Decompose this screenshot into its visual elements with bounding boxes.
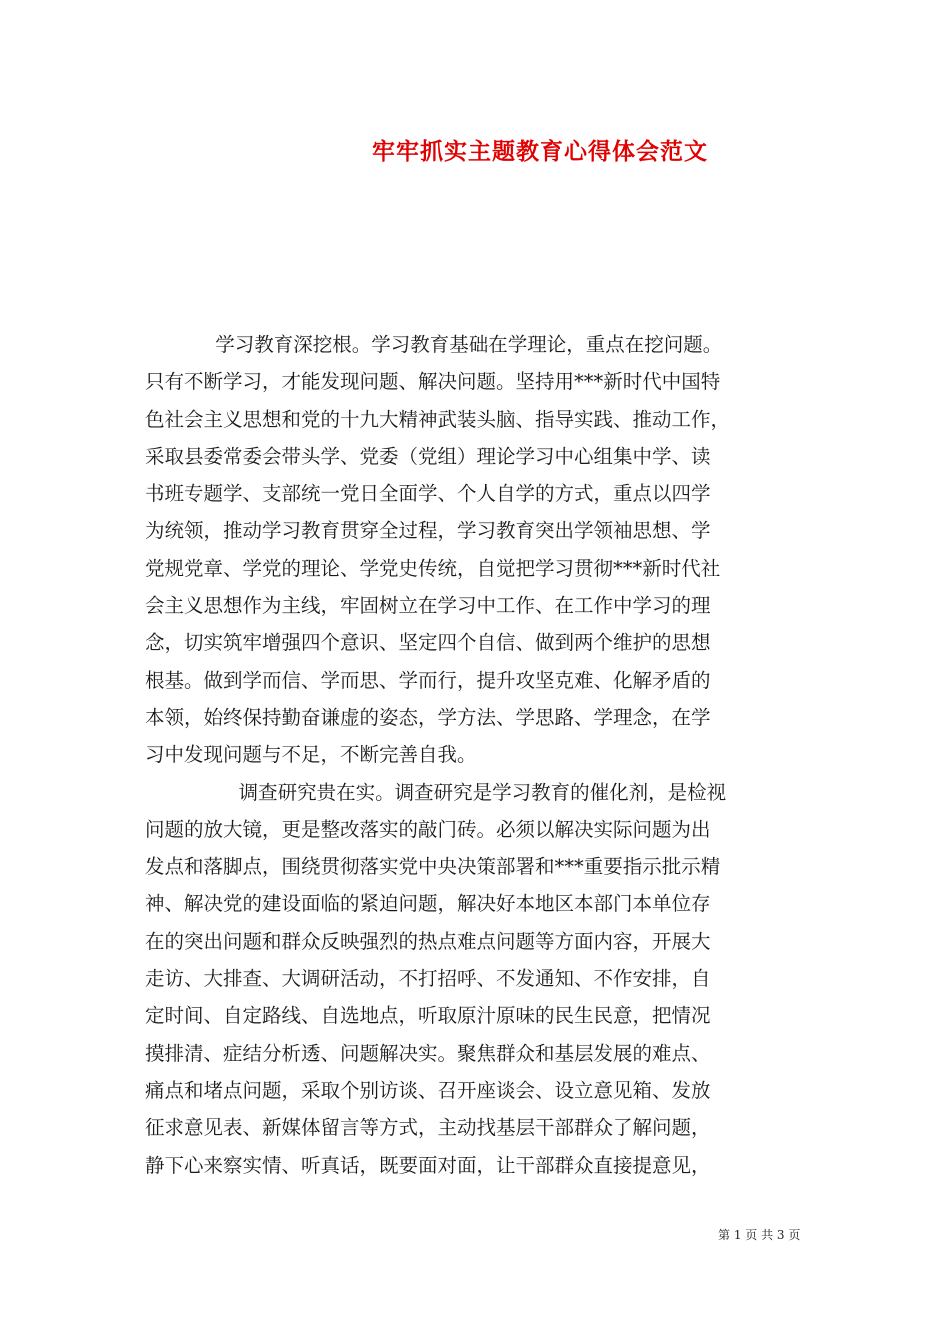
text-line: 调查研究贵在实。调查研究是学习教育的催化剂，是检视 bbox=[238, 780, 727, 804]
text-line: 走访、大排查、大调研活动，不打招呼、不发通知、不作安排，自 bbox=[145, 967, 711, 991]
text-line: 痛点和堵点问题，采取个别访谈、召开座谈会、设立意见箱、发放 bbox=[145, 1078, 711, 1102]
paragraph bbox=[145, 774, 825, 1184]
text-line: 学习教育深挖根。学习教育基础在学理论，重点在挖问题。 bbox=[215, 333, 723, 356]
text-line: 书班专题学、支部统一党日全面学、个人自学的方式，重点以四学 bbox=[145, 482, 711, 506]
text-line: 定时间、自定路线、自选地点，听取原汁原味的民生民意，把情况 bbox=[145, 1004, 711, 1028]
text-line: 发点和落脚点，围绕贯彻落实党中央决策部署和***重要指示批示精 bbox=[145, 855, 721, 879]
paragraph bbox=[145, 326, 825, 774]
document-body bbox=[145, 326, 825, 1184]
text-line: 会主义思想作为主线，牢固树立在学习中工作、在工作中学习的理 bbox=[145, 594, 711, 618]
page-footer: 第 1 页 共 3 页 bbox=[718, 1228, 801, 1242]
text-line: 本领，始终保持勤奋谦虚的姿态，学方法、学思路、学理念，在学 bbox=[145, 705, 711, 729]
text-line: 采取县委常委会带头学、党委（党组）理论学习中心组集中学、读 bbox=[145, 444, 711, 468]
text-line: 只有不断学习，才能发现问题、解决问题。坚持用***新时代中国特 bbox=[145, 370, 721, 394]
text-line: 习中发现问题与不足，不断完善自我。 bbox=[145, 743, 477, 767]
text-line: 根基。做到学而信、学而思、学而行，提升攻坚克难、化解矛盾的 bbox=[145, 668, 711, 692]
text-line: 摸排清、症结分析透、问题解决实。聚焦群众和基层发展的难点、 bbox=[145, 1041, 711, 1065]
text-line: 征求意见表、新媒体留言等方式，主动找基层干部群众了解问题， bbox=[145, 1116, 711, 1140]
text-line: 党规党章、学党的理论、学党史传统，自觉把学习贯彻***新时代社 bbox=[145, 556, 721, 580]
text-line: 念，切实筑牢增强四个意识、坚定四个自信、做到两个维护的思想 bbox=[145, 631, 711, 655]
text-line: 神、解决党的建设面临的紧迫问题，解决好本地区本部门本单位存 bbox=[145, 892, 711, 916]
text-line: 为统领，推动学习教育贯穿全过程，学习教育突出学领袖思想、学 bbox=[145, 519, 711, 543]
text-line: 静下心来察实情、听真话，既要面对面，让干部群众直接提意见， bbox=[145, 1153, 711, 1177]
document-title: 牢牢抓实主题教育心得体会范文 bbox=[372, 138, 708, 165]
text-line: 问题的放大镜，更是整改落实的敲门砖。必须以解决实际问题为出 bbox=[145, 817, 711, 841]
text-line: 在的突出问题和群众反映强烈的热点难点问题等方面内容，开展大 bbox=[145, 929, 711, 953]
text-line: 色社会主义思想和党的十九大精神武装头脑、指导实践、推动工作， bbox=[145, 407, 731, 431]
